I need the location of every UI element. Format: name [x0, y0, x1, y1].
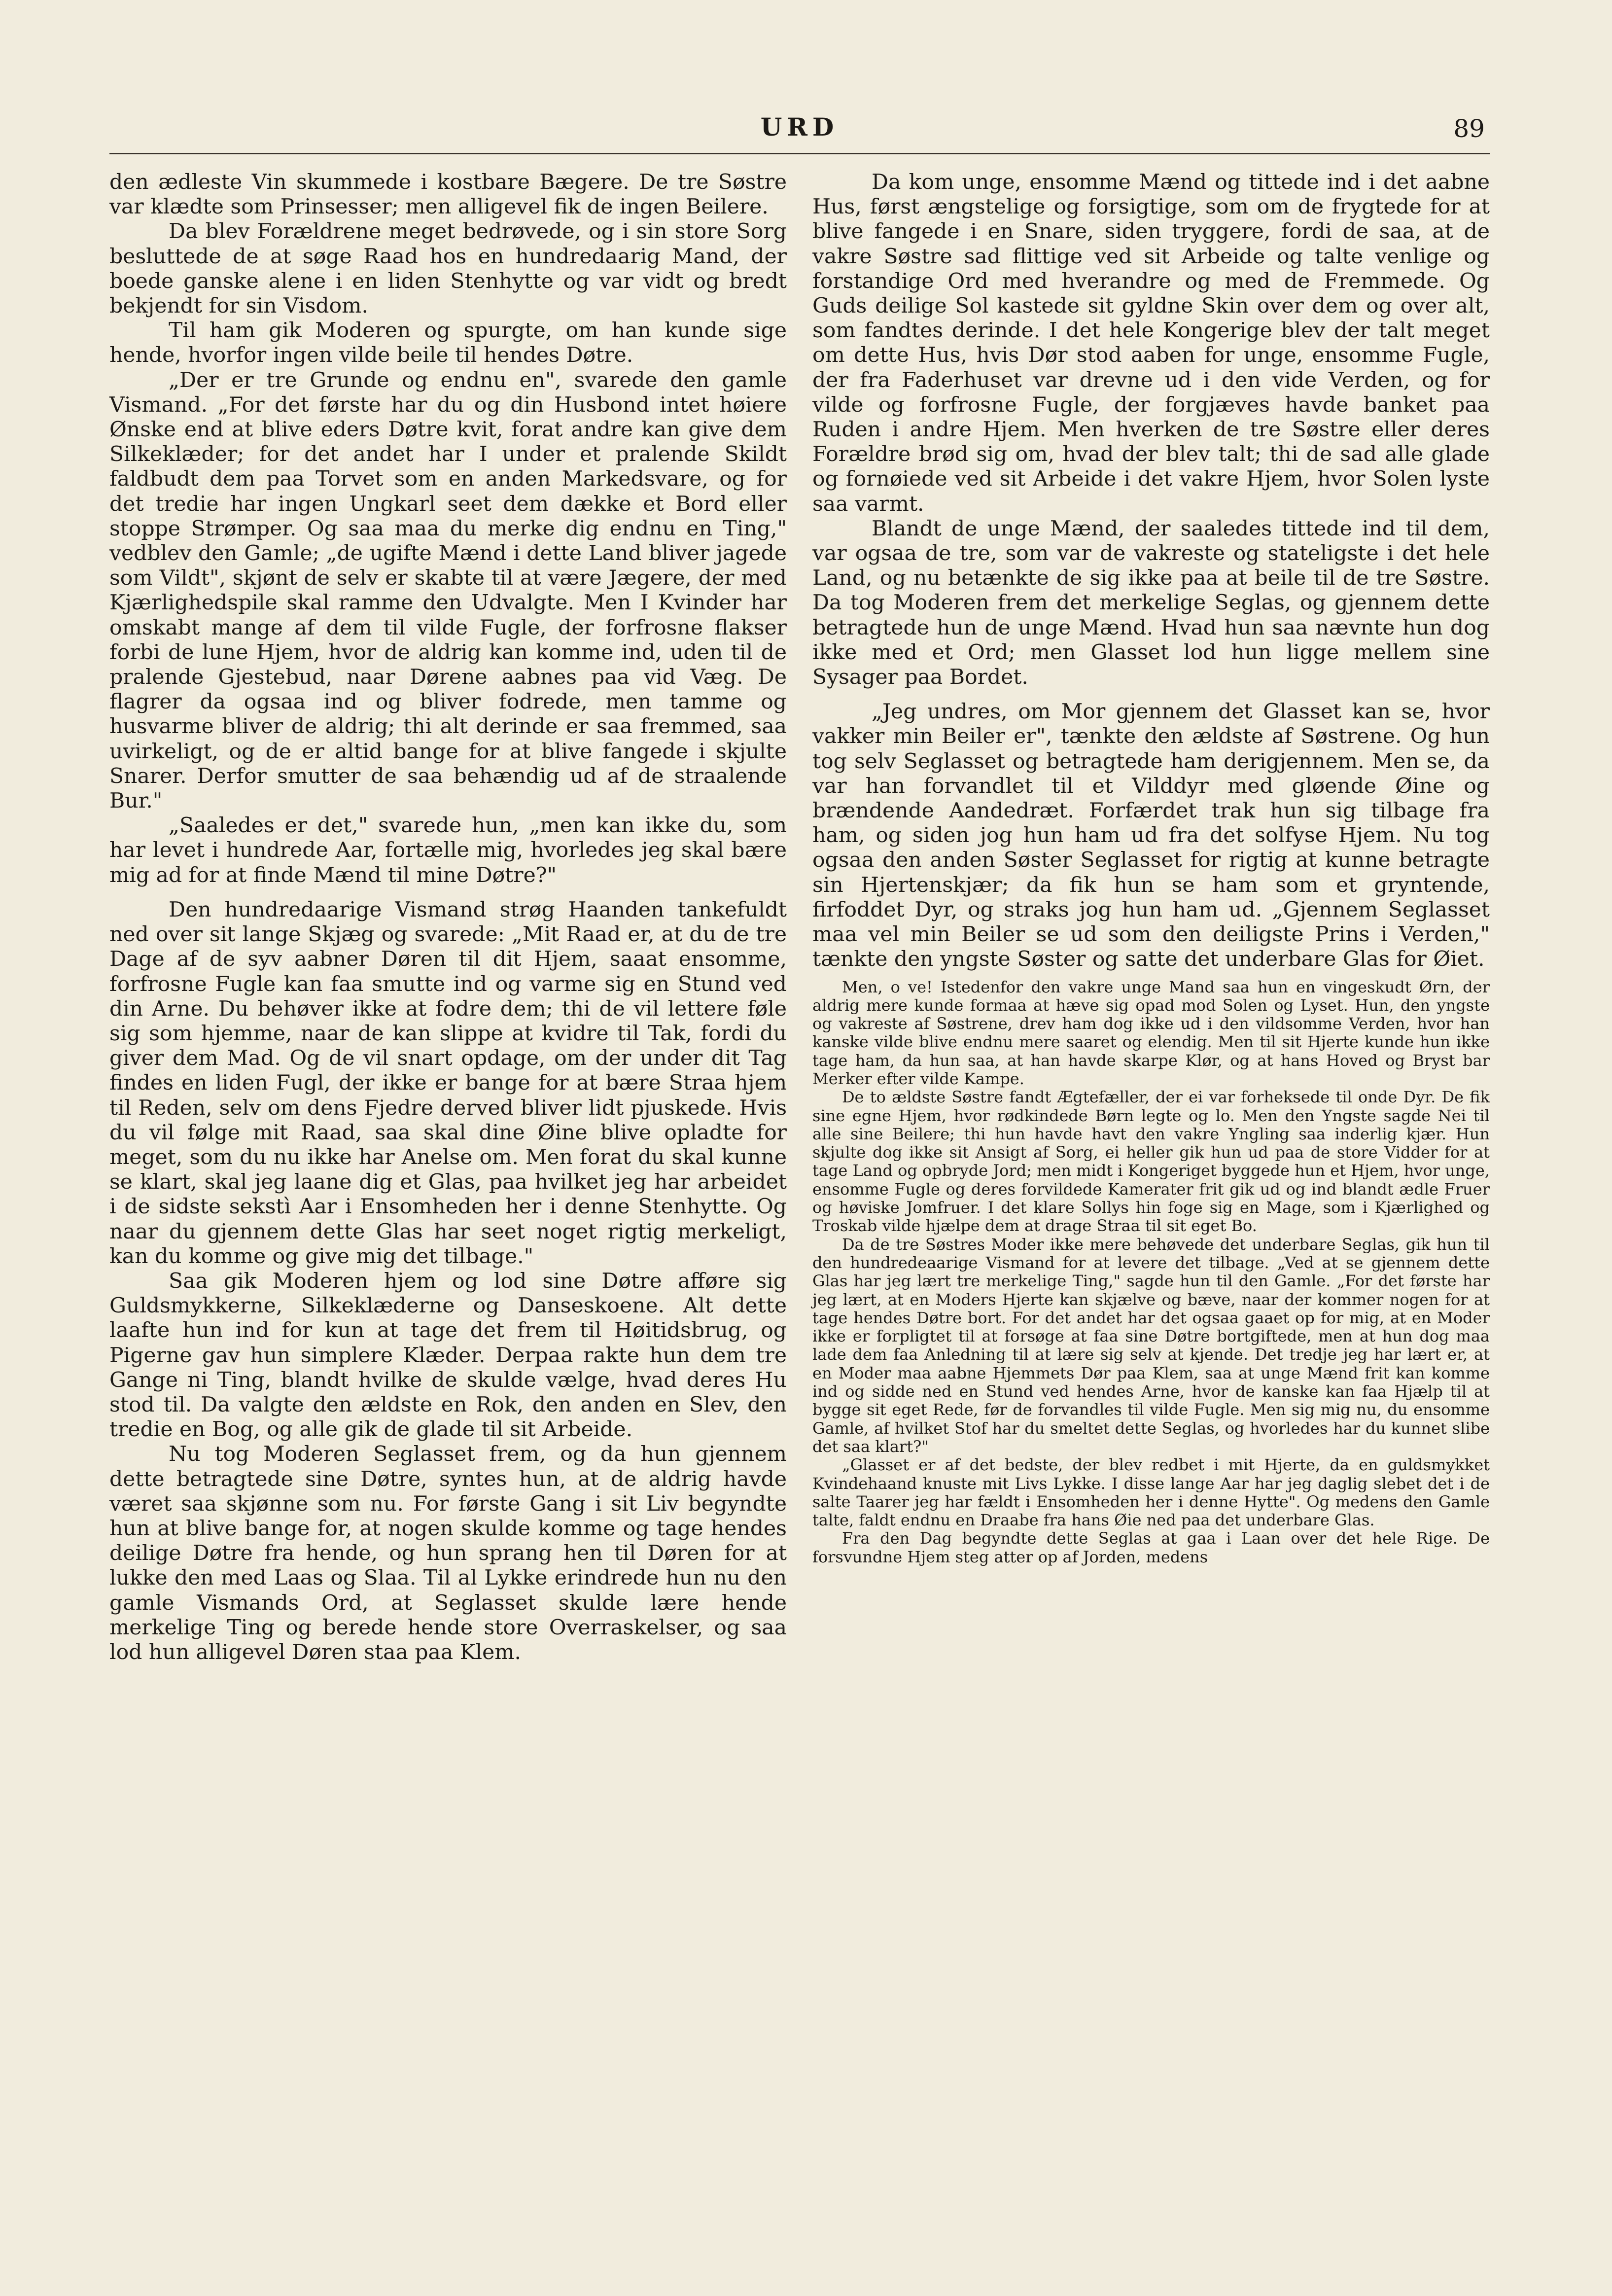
right-column — [812, 170, 1490, 1566]
paragraph: „Jeg undres, om Mor gjennem det Glasset kan se, hvor vakker min Beiler er", tænkte den ældste af Søstrene. Og hun tog selv Seglasset og betragtede ham derigjennem. Men se, da var han forvandlet til et Vilddyr med gløende Øine og brændende Aandedræt. Forfærdet trak hun sig tilbage fra ham, og siden jog hun ham ud fra det solfyse Hjem. Nu tog ogsaa den anden Søster Seglasset for rigtig at kunne betragte sin Hjertenskjær; da fik hun se ham som et gryntende, firfoddet Dyr, og straks jog hun ham ud. „Gjennem Seglasset maa vel min Beiler se ud som den deiligste Prins i Verden," tænkte den yngste Søster og satte det underbare Glas for Øiet. — [812, 700, 1490, 972]
page-header — [109, 108, 1490, 154]
paragraph: Blandt de unge Mænd, der saaledes tittede ind til dem, var ogsaa de tre, som var de vakreste og stateligste i det hele Land, og nu betænkte de sig ikke paa at beile til de tre Søstre. Da tog Moderen frem det merkelige Seglas, og gjennem dette betragtede hun de unge Mænd. Hvad hun saa nævnte hun dog ikke med et Ord; men Glasset lod hun ligge mellem sine Sysager paa Bordet. — [812, 516, 1490, 690]
small-print-paragraph: Fra den Dag begyndte dette Seglas at gaa i Laan over det hele Rige. De forsvundne Hjem steg atter op af Jorden, medens — [812, 1529, 1490, 1566]
small-print-paragraph: De to ældste Søstre fandt Ægtefæller, der ei var forheksede til onde Dyr. De fik sine egne Hjem, hvor rødkindede Børn legte og lo. Men den Yngste sagde Nei til alle sine Beilere; thi hun havde havt den vakre Yngling saa inderlig kjær. Hun skjulte dog ikke sit Ansigt af Sorg, ei heller gik hun ud paa de store Vidder for at tage Land og opbryde Jord; men midt i Kongeriget byggede hun et Hjem, hvor unge, ensomme Fugle og deres forvildede Kamerater frit gik ud og ind blandt ædle Fruer og høviske Jomfruer. I det klare Sollys hin foge sig en Mage, som i Kjærlighed og Troskab vilde hjælpe dem at drage Straa til sit eget Bo. — [812, 1088, 1490, 1236]
small-print-paragraph: Men, o ve! Istedenfor den vakre unge Mand saa hun en vingeskudt Ørn, der aldrig mere kunde formaa at hæve sig opad mod Solen og Lyset. Hun, den yngste og vakreste af Søstrene, drev ham dog ikke ud i den vildsomme Verden, hvor han kanske vilde blive endnu mere saaret og elendig. Men til sit Hjerte kunde hun ikke tage ham, da hun saa, at han havde skarpe Klør, og at hans Hoved og Bryst bar Merker efter vilde Kampe. — [812, 977, 1490, 1088]
page-number: 89 — [1453, 114, 1485, 143]
paragraph: Saa gik Moderen hjem og lod sine Døtre afføre sig Guldsmykkerne, Silkeklæderne og Danseskoene. Alt dette laafte hun ind for kun at tage det frem til Høitidsbrug, og Pigerne gav hun simplere Klæder. Derpaa rakte hun dem tre Gange ni Ting, blandt hvilke de skulde vælge, hvad deres Hu stod til. Da valgte den ældste en Rok, den anden en Slev, den tredie en Bog, og alle gik de glade til sit Arbeide. — [109, 1269, 787, 1442]
small-print-paragraph: Da de tre Søstres Moder ikke mere behøvede det underbare Seglas, gik hun til den hundredeaarige Vismand for at levere det tilbage. „Ved at se gjennem dette Glas har jeg lært tre merkelige Ting," sagde hun til den Gamle. „For det første har jeg lært, at en Moders Hjerte kan skjælve og bæve, naar der kommer nogen for at tage hendes Døtre bort. For det andet har det ogsaa gaaet op for mig, at en Moder ikke er forpligtet til at forsøge at faa sine Døtre bortgiftede, men at hun dog maa lade dem faa Anledning til at lære sig selv at kjende. Det tredje jeg har lært er, at en Moder maa aabne Hjemmets Dør paa Klem, saa at unge Mænd frit kan komme ind og sidde ned en Stund ved hendes Arne, hvor de kanske kan faa Hjælp til at bygge sit eget Rede, før de forvandles til vilde Fugle. Men sig mig nu, du ensomme Gamle, af hvilket Stof har du smeltet dette Seglas, og hvorledes har du kunnet slibe det saa klart?" — [812, 1235, 1490, 1456]
journal-title: URD — [760, 112, 839, 141]
paragraph: Da kom unge, ensomme Mænd og tittede ind i det aabne Hus, først ængstelige og forsigtige, som om de frygtede for at blive fangede i en Snare, siden tryggere, fordi de saa, at de vakre Søstre sad flittige ved sit Arbeide og talte venlige og forstandige Ord med hverandre og med de Fremmede. Og Guds deilige Sol kastede sit gyldne Skin over dem og over alt, som fandtes derinde. I det hele Kongerige blev der talt meget om dette Hus, hvis Dør stod aaben for unge, ensomme Fugle, der fra Faderhuset var drevne ud i den vide Verden, og for vilde og forfrosne Fugle, der forgjæves havde banket paa Ruden i andre Hjem. Men hverken de tre Søstre eller deres Forældre brød sig om, hvad der blev talt; thi de sad alle glade og fornøiede ved sit Arbeide i det vakre Hjem, hvor Solen lyste saa varmt. — [812, 170, 1490, 516]
paragraph: Den hundredaarige Vismand strøg Haanden tankefuldt ned over sit lange Skjæg og svarede: „Mit Raad er, at du de tre Dage af de syv aabner Døren til dit Hjem, saaat ensomme, forfrosne Fugle kan faa smutte ind og varme sig en Stund ved din Arne. Du behøver ikke at fodre dem; thi de vil lettere føle sig som hjemme, naar de kan slippe at kvidre til Tak, fordi du giver dem Mad. Og de vil snart opdage, om der under dit Tag findes en liden Fugl, der ikke er bange for at bære Straa hjem til Reden, selv om dens Fjedre derved bliver lidt pjuskede. Hvis du vil følge mit Raad, saa skal dine Øine blive opladte for meget, som du nu ikke har Anelse om. Men forat du skal kunne se klart, skal jeg laane dig et Glas, paa hvilket jeg har arbeidet i de sidste sekstì Aar i Ensomheden her i denne Stenhytte. Og naar du gjennem dette Glas har seet noget rigtig merkeligt, kan du komme og give mig det tilbage." — [109, 897, 787, 1269]
left-column — [109, 170, 787, 1665]
paragraph: „Saaledes er det," svarede hun, „men kan ikke du, som har levet i hundrede Aar, fortælle mig, hvorledes jeg skal bære mig ad for at finde Mænd til mine Døtre?" — [109, 813, 787, 887]
paragraph: den ædleste Vin skummede i kostbare Bægere. De tre Søstre var klædte som Prinsesser; men alligevel fik de ingen Beilere. — [109, 170, 787, 219]
paragraph: Nu tog Moderen Seglasset frem, og da hun gjennem dette betragtede sine Døtre, syntes hun, at de aldrig havde været saa skjønne som nu. For første Gang i sit Liv begyndte hun at blive bange for, at nogen skulde komme og tage hendes deilige Døtre fra hende, og hun sprang hen til Døren for at lukke den med Laas og Slaa. Til al Lykke erindrede hun nu den gamle Vismands Ord, at Seglasset skulde lære hende merkelige Ting og berede hende store Overraskelser, og saa lod hun alligevel Døren staa paa Klem. — [109, 1442, 787, 1664]
paragraph: „Der er tre Grunde og endnu en", svarede den gamle Vismand. „For det første har du og din Husbond intet høiere Ønske end at blive eders Døtre kvit, forat andre kan give dem Silkeklæder; for det andet har I under et pralende Skildt faldbudt dem paa Torvet som en anden Markedsvare, og for det tredie har ingen Ungkarl seet dem dække et Bord eller stoppe Strømper. Og saa maa du merke dig endnu en Ting," vedblev den Gamle; „de ugifte Mænd i dette Land bliver jagede som Vildt", skjønt de selv er skabte til at være Jægere, der med Kjærlighedspile skal ramme den Udvalgte. Men I Kvinder har omskabt mange af dem til vilde Fugle, der forfrosne flakser forbi de lune Hjem, hvor de aldrig kan komme ind, uden til de pralende Gjestebud, naar Dørene aabnes paa vid Væg. De flagrer da ogsaa ind og bliver fodrede, men tamme og husvarme bliver de aldrig; thi alt derinde er saa fremmed, saa uvirkeligt, og de er altid bange for at blive fangede i skjulte Snarer. Derfor smutter de saa behændig ud af de straalende Bur." — [109, 368, 787, 813]
small-print-paragraph: „Glasset er af det bedste, der blev redbet i mit Hjerte, da en guldsmykket Kvindehaand knuste mit Livs Lykke. I disse lange Aar har jeg daglig slebet det i de salte Taarer jeg har fældt i Ensomheden her i denne Hytte". Og medens den Gamle talte, faldt endnu en Draabe fra hans Øie ned paa det underbare Glas. — [812, 1455, 1490, 1530]
paragraph: Til ham gik Moderen og spurgte, om han kunde sige hende, hvorfor ingen vilde beile til hendes Døtre. — [109, 318, 787, 368]
paragraph: Da blev Forældrene meget bedrøvede, og i sin store Sorg besluttede de at søge Raad hos en hundredaarig Mand, der boede ganske alene i en liden Stenhytte og var vidt og bredt bekjendt for sin Visdom. — [109, 219, 787, 318]
